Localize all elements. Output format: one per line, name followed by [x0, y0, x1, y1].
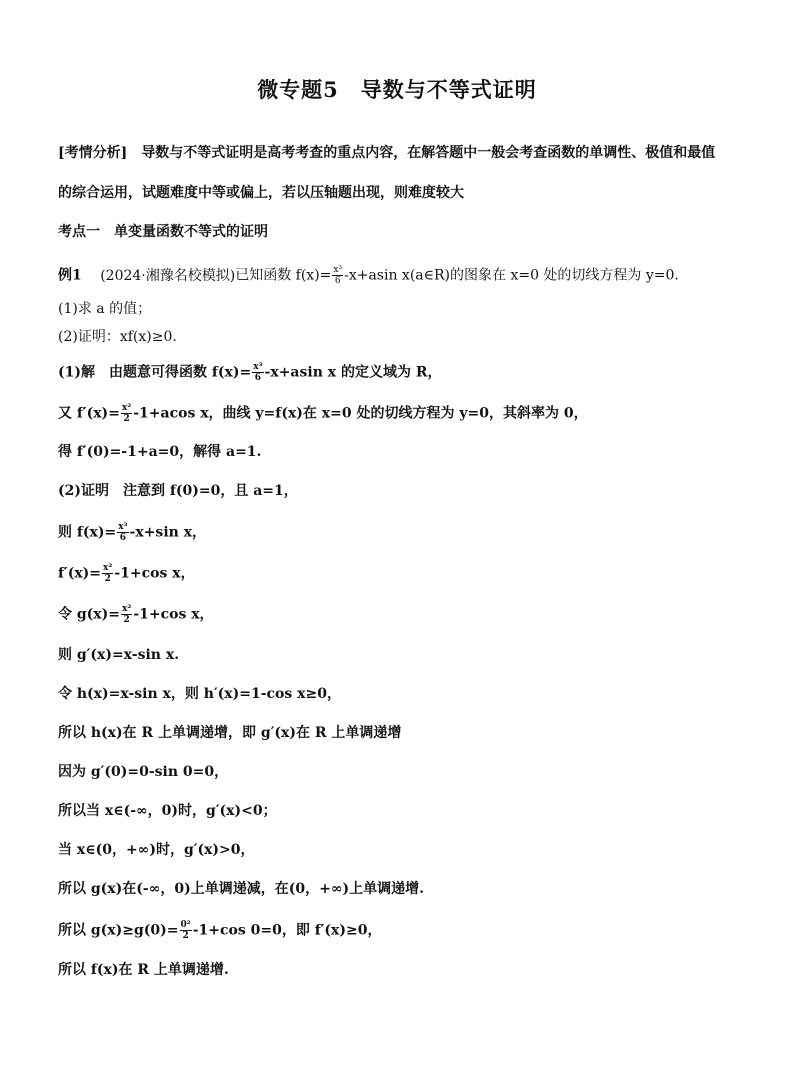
- fraction-numerator: x³: [118, 522, 128, 532]
- fraction-numerator: x²: [103, 563, 113, 573]
- fraction-numerator: x²: [122, 604, 132, 614]
- solution-line-11: 因为 g′(0)=0-sin 0=0，: [58, 764, 229, 780]
- fraction-denominator: 6: [119, 533, 127, 543]
- fraction-numerator: x³: [333, 265, 343, 275]
- fraction: [121, 403, 132, 424]
- fraction-numerator: x²: [121, 403, 132, 413]
- text-segment: (1)解 由题意可得函数 f(x)=: [58, 364, 252, 381]
- solution-line-10: 所以 h(x)在 R 上单调递增，即 g′(x)在 R 上单调递增: [58, 725, 402, 741]
- solution-line-9: 令 h(x)=x-sin x，则 h′(x)=1-cos x≥0，: [58, 686, 341, 702]
- solution-line-1: [58, 362, 441, 383]
- solution-line-16: 所以 f(x)在 R 上单调递增.: [58, 962, 229, 978]
- fraction-denominator: 6: [334, 276, 341, 286]
- fraction-denominator: 6: [254, 373, 261, 383]
- solution-line-4: (2)证明 注意到 f(0)=0，且 a=1，: [58, 483, 298, 499]
- solution-line-15: [58, 920, 382, 941]
- fraction: [252, 362, 263, 383]
- example-label: 例1: [58, 267, 82, 284]
- fraction: [180, 920, 192, 941]
- text-segment: 令 g(x)=: [58, 606, 120, 623]
- section-heading: 考点一 单变量函数不等式的证明: [58, 224, 268, 240]
- example-stem: [58, 265, 679, 286]
- fraction-denominator: 2: [182, 931, 189, 941]
- fraction: [121, 604, 132, 625]
- solution-line-2: [58, 403, 588, 424]
- page-title: 微专题5 导数与不等式证明: [257, 77, 537, 102]
- stem-part-a: 已知函数 f(x)=: [235, 267, 332, 284]
- text-segment: 又 f′(x)=: [58, 405, 120, 422]
- fraction-numerator: 0²: [180, 920, 191, 930]
- fraction-denominator: 2: [123, 615, 130, 625]
- fraction: [117, 522, 128, 543]
- analysis-line-1: [考情分析] 导数与不等式证明是高考考查的重点内容，在解答题中一般会考查函数的单调性、极值和最值: [58, 145, 716, 161]
- fraction-numerator: x³: [253, 362, 263, 372]
- text-segment: 则 f(x)=: [58, 524, 117, 541]
- question-2: (2)证明：xf(x)≥0.: [58, 329, 177, 345]
- question-1: (1)求 a 的值；: [58, 301, 152, 317]
- analysis-line-2: 的综合运用，试题难度中等或偏上，若以压轴题出现，则难度较大: [58, 185, 464, 201]
- text-segment: 所以 g(x)≥g(0)=: [58, 922, 179, 939]
- stem-part-b: -x+asin x(a∈R)的图象在 x=0 处的切线方程为 y=0.: [344, 267, 679, 284]
- solution-line-7: [58, 604, 214, 625]
- text-segment: -1+cos x，: [133, 606, 214, 623]
- example-source: (2024·湘豫名校模拟): [100, 267, 236, 284]
- solution-line-3: 得 f′(0)=-1+a=0，解得 a=1.: [58, 444, 262, 460]
- text-segment: -1+cos 0=0，即 f′(x)≥0，: [192, 922, 382, 939]
- solution-line-8: 则 g′(x)=x-sin x.: [58, 647, 180, 663]
- fraction: [332, 265, 343, 286]
- solution-line-6: [58, 563, 195, 584]
- fraction-denominator: 2: [104, 574, 111, 584]
- fraction-denominator: 2: [123, 414, 130, 424]
- solution-line-5: [58, 522, 206, 543]
- text-segment: -1+acos x，曲线 y=f(x)在 x=0 处的切线方程为 y=0，其斜率为 0，: [133, 405, 588, 422]
- text-segment: -x+asin x 的定义域为 R，: [264, 364, 442, 381]
- text-segment: -1+cos x，: [114, 565, 195, 582]
- solution-line-12: 所以当 x∈(-∞，0)时，g′(x)<0；: [58, 803, 277, 819]
- text-segment: f′(x)=: [58, 565, 102, 582]
- solution-line-14: 所以 g(x)在(-∞，0)上单调递减，在(0，+∞)上单调递增.: [58, 881, 424, 897]
- text-segment: -x+sin x，: [129, 524, 207, 541]
- solution-line-13: 当 x∈(0，+∞)时，g′(x)>0，: [58, 842, 255, 858]
- fraction: [102, 563, 113, 584]
